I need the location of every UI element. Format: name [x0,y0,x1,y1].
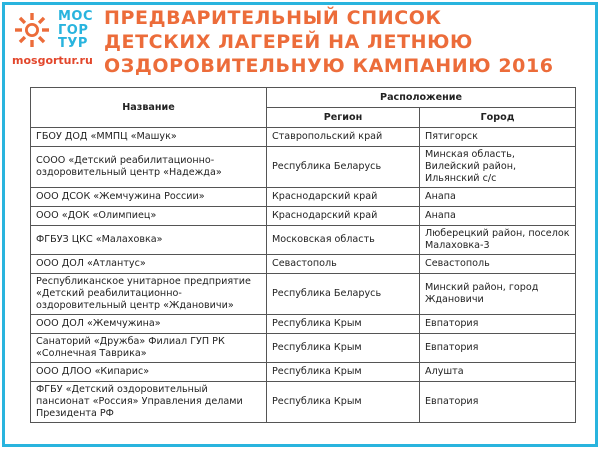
cell-name: Санаторий «Дружба» Филиал ГУП РК «Солнечная Таврика» [31,334,267,363]
cell-region: Республика Крым [267,315,420,334]
cell-city: Минский район, город Ждановичи [420,274,576,315]
table-row [31,147,576,188]
cell-city: Алушта [420,363,576,382]
cell-name: ООО ДЛОО «Кипарис» [31,363,267,382]
cell-region: Краснодарский край [267,188,420,207]
cell-name: ФГБУ «Детский оздоровительный пансионат «Россия» Управления делами Президента РФ [31,382,267,423]
table-row [31,334,576,363]
cell-region: Московская область [267,226,420,255]
cell-region: Севастополь [267,255,420,274]
cell-name: ГБОУ ДОД «ММПЦ «Машук» [31,128,267,147]
header-region: Регион [267,108,420,128]
table-row [31,382,576,423]
logo-wordmark [58,10,93,51]
cell-city: Евпатория [420,334,576,363]
table-row [31,226,576,255]
cell-region: Республика Беларусь [267,147,420,188]
cell-city: Анапа [420,188,576,207]
header-city: Город [420,108,576,128]
cell-region: Республика Крым [267,382,420,423]
cell-city: Евпатория [420,315,576,334]
cell-name: СООО «Детский реабилитационно-оздоровительный центр «Надежда» [31,147,267,188]
cell-region: Республика Беларусь [267,274,420,315]
sun-icon [12,10,52,50]
cell-city: Пятигорск [420,128,576,147]
cell-city: Минская область, Вилейский район, Ильянский с/с [420,147,576,188]
cell-name: ООО ДОЛ «Жемчужина» [31,315,267,334]
table-row [31,274,576,315]
title-line-3: ОЗДОРОВИТЕЛЬНУЮ КАМПАНИЮ 2016 [104,55,554,77]
title-line-1: ПРЕДВАРИТЕЛЬНЫЙ СПИСОК [104,7,442,29]
logo-url: mosgortur.ru [12,54,93,67]
table-row [31,188,576,207]
header-location: Расположение [267,88,576,108]
cell-region: Ставропольский край [267,128,420,147]
cell-city: Евпатория [420,382,576,423]
cell-name: ООО ДОЛ «Атлантус» [31,255,267,274]
title-line-2: ДЕТСКИХ ЛАГЕРЕЙ НА ЛЕТНЮЮ [104,31,473,53]
table-row [31,207,576,226]
table-row [31,363,576,382]
table-row [31,255,576,274]
logo-line-3: ТУР [58,36,88,51]
cell-name: Республиканское унитарное предприятие «Детский реабилитационно-оздоровительный центр «Ждановичи» [31,274,267,315]
table-row [31,128,576,147]
logo-line-2: ГОР [58,22,89,38]
page-title [104,6,594,78]
cell-city: Люберецкий район, поселок Малаховка-3 [420,226,576,255]
mosgortur-logo [12,10,112,82]
cell-city: Севастополь [420,255,576,274]
cell-region: Республика Крым [267,363,420,382]
table-row [31,315,576,334]
header [12,6,597,86]
camps-table [30,87,576,423]
cell-region: Республика Крым [267,334,420,363]
cell-name: ООО «ДОК «Олимпиец» [31,207,267,226]
cell-city: Анапа [420,207,576,226]
header-name: Название [31,88,267,128]
cell-name: ФГБУЗ ЦКС «Малаховка» [31,226,267,255]
cell-region: Краснодарский край [267,207,420,226]
cell-name: ООО ДСОК «Жемчужина России» [31,188,267,207]
logo-line-1: МОС [58,9,94,24]
